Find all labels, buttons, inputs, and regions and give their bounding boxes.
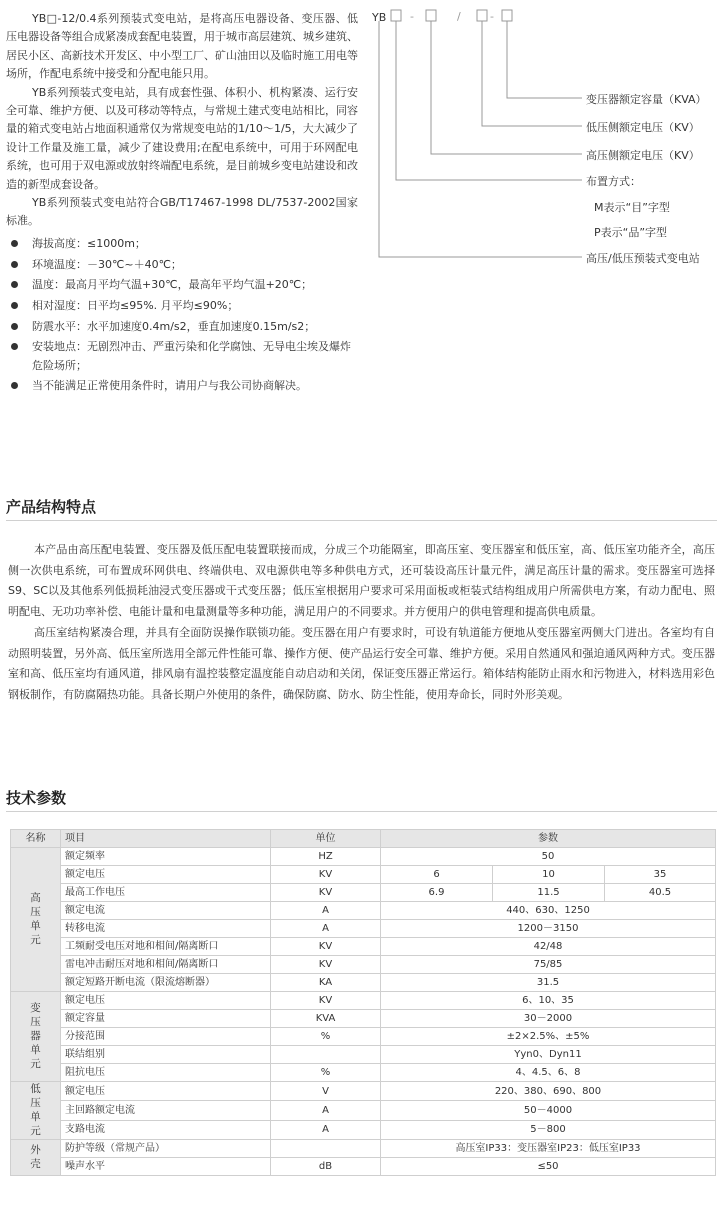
value-cell: 6.9	[381, 884, 493, 902]
table-row	[11, 1046, 716, 1064]
item-cell: 防护等级（常规产品）	[61, 1140, 271, 1158]
table-row	[11, 1082, 716, 1101]
item-cell: 分接范围	[61, 1028, 271, 1046]
model-code-diagram	[360, 0, 723, 280]
intro-paragraph-3: YB系列预装式变电站符合GB/T17467-1998 DL/7537-2002国家标准。	[6, 196, 358, 228]
value-cell: 50	[381, 848, 716, 866]
item-cell: 雷电冲击耐压对地和相间/隔离断口	[61, 956, 271, 974]
structure-paragraph-1: 本产品由高压配电装置、变压器及低压配电装置联接而成，分成三个功能隔室，即高压室、变压器室和低压室，高、低压室功能齐全，高压侧一次供电系统，可布置成环网供电、终端供电、双电源供电等多种供电方式，还可装设高压计量元件，满足高压计量的需求。变压器室可选择S9、SC以及其他系列低损耗油浸式变压器或干式变压器；低压室根据用户要求可采用面板或柜装式结构组成用户所需供电方案，有动力配电、照明配电、无功功率补偿、电能计量和电量测量等多种功能，满足用户的不同要求。并方便用户的供电管理和提高供电质量。	[8, 543, 715, 619]
section-divider	[6, 811, 717, 812]
list-item-text: 安装地点：无剧烈冲击、严重污染和化学腐蚀、无导电尘埃及爆炸危险场所；	[32, 340, 351, 372]
value-cell: 220、380、690、800	[381, 1082, 716, 1101]
unit-cell: V	[271, 1082, 381, 1101]
value-cell: 10	[493, 866, 605, 884]
item-cell: 额定容量	[61, 1010, 271, 1028]
code-box-layout	[391, 10, 401, 21]
group-name: 高压单元	[30, 892, 41, 946]
group-name-cell	[11, 1082, 61, 1140]
unit-cell: KV	[271, 938, 381, 956]
unit-cell: A	[271, 1101, 381, 1120]
value-cell: 1200－3150	[381, 920, 716, 938]
table-row	[11, 920, 716, 938]
list-item-text: 环境温度：－30℃~＋40℃；	[32, 257, 182, 271]
value-cell: 40.5	[605, 884, 716, 902]
value-cell: 6、10、35	[381, 992, 716, 1010]
list-item	[6, 318, 358, 336]
table-row	[11, 956, 716, 974]
code-box-capacity	[502, 10, 512, 21]
intro-section	[6, 10, 358, 398]
table-header-row	[11, 830, 716, 848]
unit-cell: dB	[271, 1158, 381, 1176]
intro-paragraph-1: YB□-12/0.4系列预装式变电站，是将高压电器设备、变压器、低压电器设备等组合成紧凑成套配电装置，用于城市高层建筑、城乡建筑、居民小区、高新技术开发区、中小型工厂、矿山油田以及临时施工用电等场所，作配电系统中接受和分配电能只用。	[6, 12, 358, 81]
list-item-text: 海拔高度：≤1000m；	[32, 236, 146, 250]
conditions-list	[6, 235, 358, 396]
item-cell: 额定电压	[61, 992, 271, 1010]
label-layout-m: M表示“目”字型	[594, 201, 670, 214]
header-param: 参数	[381, 830, 716, 848]
list-item	[6, 377, 358, 395]
connector-layout	[396, 21, 582, 180]
section-title-structure: 产品结构特点	[6, 498, 97, 516]
group-name: 外壳	[30, 1144, 41, 1170]
table-row	[11, 938, 716, 956]
list-item-text: 相对湿度：日平均≤95%. 月平均≤90%；	[32, 298, 239, 312]
label-capacity: 变压器额定容量（KVA）	[586, 93, 707, 106]
structure-paragraph-2: 高压室结构紧凑合理，并具有全面防误操作联锁功能。变压器在用户有要求时，可设有轨道能方便地从变压器室两侧大门进出。各室均有自动照明装置，另外高、低压室所选用全部元件性能可靠、操作方便、使产品运行安全可靠、维护方便。采用自然通风和强迫通风两种方式。变压器室和高、低压室均有通风道，排风扇有温控装整定温度能自动启动和关闭，保证变压器正常运行。箱体结构能防止雨水和污物进入，材料选用彩色钢板制作，有防腐隔热功能。具备长期户外使用的条件，确保防腐、防水、防尘性能，使用寿命长，同时外形美观。	[8, 625, 715, 701]
table-row	[11, 884, 716, 902]
table-row	[11, 992, 716, 1010]
unit-cell	[271, 1140, 381, 1158]
group-name: 变压器单元	[30, 1002, 41, 1070]
item-cell: 额定电压	[61, 1082, 271, 1101]
unit-cell: A	[271, 1120, 381, 1139]
value-cell: ≤50	[381, 1158, 716, 1176]
list-item	[6, 338, 358, 374]
bullet-icon	[11, 323, 18, 330]
value-cell: 35	[605, 866, 716, 884]
label-substation: 高压/低压预装式变电站	[586, 252, 700, 265]
value-cell: 6	[381, 866, 493, 884]
table-row	[11, 974, 716, 992]
table-row	[11, 902, 716, 920]
group-name-cell	[11, 992, 61, 1082]
table-row	[11, 1120, 716, 1139]
group-name: 低压单元	[30, 1083, 41, 1137]
code-slash: /	[457, 10, 461, 23]
unit-cell: %	[271, 1064, 381, 1082]
item-cell: 支路电流	[61, 1120, 271, 1139]
bullet-icon	[11, 382, 18, 389]
label-layout-p: P表示“品”字型	[594, 226, 668, 239]
table-row	[11, 848, 716, 866]
item-cell: 转移电流	[61, 920, 271, 938]
table-row	[11, 866, 716, 884]
item-cell: 联结组别	[61, 1046, 271, 1064]
list-item-text: 当不能满足正常使用条件时，请用户与我公司协商解决。	[32, 379, 307, 393]
table-row	[11, 1101, 716, 1120]
item-cell: 最高工作电压	[61, 884, 271, 902]
intro-paragraph-2: YB系列预装式变电站，具有成套性强、体积小、机构紧凑、运行安全可靠、维护方便、以及可移动等特点，与常规土建式变电站相比，同容量的箱式变电站占地面积通常仅为常规变电站的1/10～1/5，大大减少了设计工作量及施工量，减少了建设费用;在配电系统中，可用于环网配电系统，也可用于双电源或放射终端配电系统，是目前城乡变电站建设和改造的新型成套设备。	[6, 85, 358, 191]
table-row	[11, 1064, 716, 1082]
value-cell: 30－2000	[381, 1010, 716, 1028]
item-cell: 额定短路开断电流（限流熔断器）	[61, 974, 271, 992]
list-item	[6, 276, 358, 294]
code-dash: -	[490, 10, 494, 23]
value-cell: 31.5	[381, 974, 716, 992]
unit-cell: %	[271, 1028, 381, 1046]
group-name-cell	[11, 848, 61, 992]
section-title-params: 技术参数	[6, 789, 67, 807]
item-cell: 额定电流	[61, 902, 271, 920]
value-cell: 440、630、1250	[381, 902, 716, 920]
params-table-body	[11, 830, 716, 1176]
value-cell: 11.5	[493, 884, 605, 902]
item-cell: 工频耐受电压对地和相间/隔离断口	[61, 938, 271, 956]
unit-cell	[271, 1046, 381, 1064]
value-cell: 5－800	[381, 1120, 716, 1139]
bullet-icon	[11, 281, 18, 288]
list-item-text: 防震水平：水平加速度0.4m/s2，垂直加速度0.15m/s2；	[32, 319, 316, 333]
list-item-text: 温度：最高月平均气温+30℃，最高年平均气温+20℃；	[32, 278, 313, 292]
structure-section	[8, 540, 715, 706]
value-cell: ±2×2.5%、±5%	[381, 1028, 716, 1046]
table-row	[11, 1140, 716, 1158]
label-lv-voltage: 低压侧额定电压（KV）	[586, 121, 700, 134]
value-cell: 4、4.5、6、8	[381, 1064, 716, 1082]
value-cell: 50－4000	[381, 1101, 716, 1120]
unit-cell: KV	[271, 992, 381, 1010]
code-prefix: YB	[372, 11, 387, 24]
value-cell: 高压室IP33：变压器室IP23：低压室IP33	[381, 1140, 716, 1158]
unit-cell: KA	[271, 974, 381, 992]
item-cell: 噪声水平	[61, 1158, 271, 1176]
code-box-lv	[477, 10, 487, 21]
header-name: 名称	[11, 830, 61, 848]
label-hv-voltage: 高压侧额定电压（KV）	[586, 149, 700, 162]
item-cell: 主回路额定电流	[61, 1101, 271, 1120]
unit-cell: KV	[271, 956, 381, 974]
header-item: 项目	[61, 830, 271, 848]
item-cell: 阻抗电压	[61, 1064, 271, 1082]
code-box-hv	[426, 10, 436, 21]
unit-cell: HZ	[271, 848, 381, 866]
unit-cell: KVA	[271, 1010, 381, 1028]
list-item	[6, 235, 358, 253]
list-item	[6, 256, 358, 274]
value-cell: Yyn0、Dyn11	[381, 1046, 716, 1064]
connector-lv	[482, 21, 582, 126]
bullet-icon	[11, 302, 18, 309]
unit-cell: A	[271, 902, 381, 920]
table-row	[11, 1028, 716, 1046]
unit-cell: A	[271, 920, 381, 938]
value-cell: 75/85	[381, 956, 716, 974]
table-row	[11, 1010, 716, 1028]
item-cell: 额定电压	[61, 866, 271, 884]
table-row	[11, 1158, 716, 1176]
bullet-icon	[11, 261, 18, 268]
bullet-icon	[11, 343, 18, 350]
list-item	[6, 297, 358, 315]
header-unit: 单位	[271, 830, 381, 848]
diagram-lines	[360, 0, 723, 280]
item-cell: 额定频率	[61, 848, 271, 866]
connector-prefix	[379, 21, 582, 257]
group-name-cell	[11, 1140, 61, 1176]
code-dash: -	[410, 10, 414, 23]
bullet-icon	[11, 240, 18, 247]
section-divider	[6, 520, 717, 521]
params-table	[10, 829, 716, 1176]
unit-cell: KV	[271, 866, 381, 884]
label-layout: 布置方式：	[586, 175, 641, 188]
value-cell: 42/48	[381, 938, 716, 956]
connector-capacity	[507, 21, 582, 98]
unit-cell: KV	[271, 884, 381, 902]
